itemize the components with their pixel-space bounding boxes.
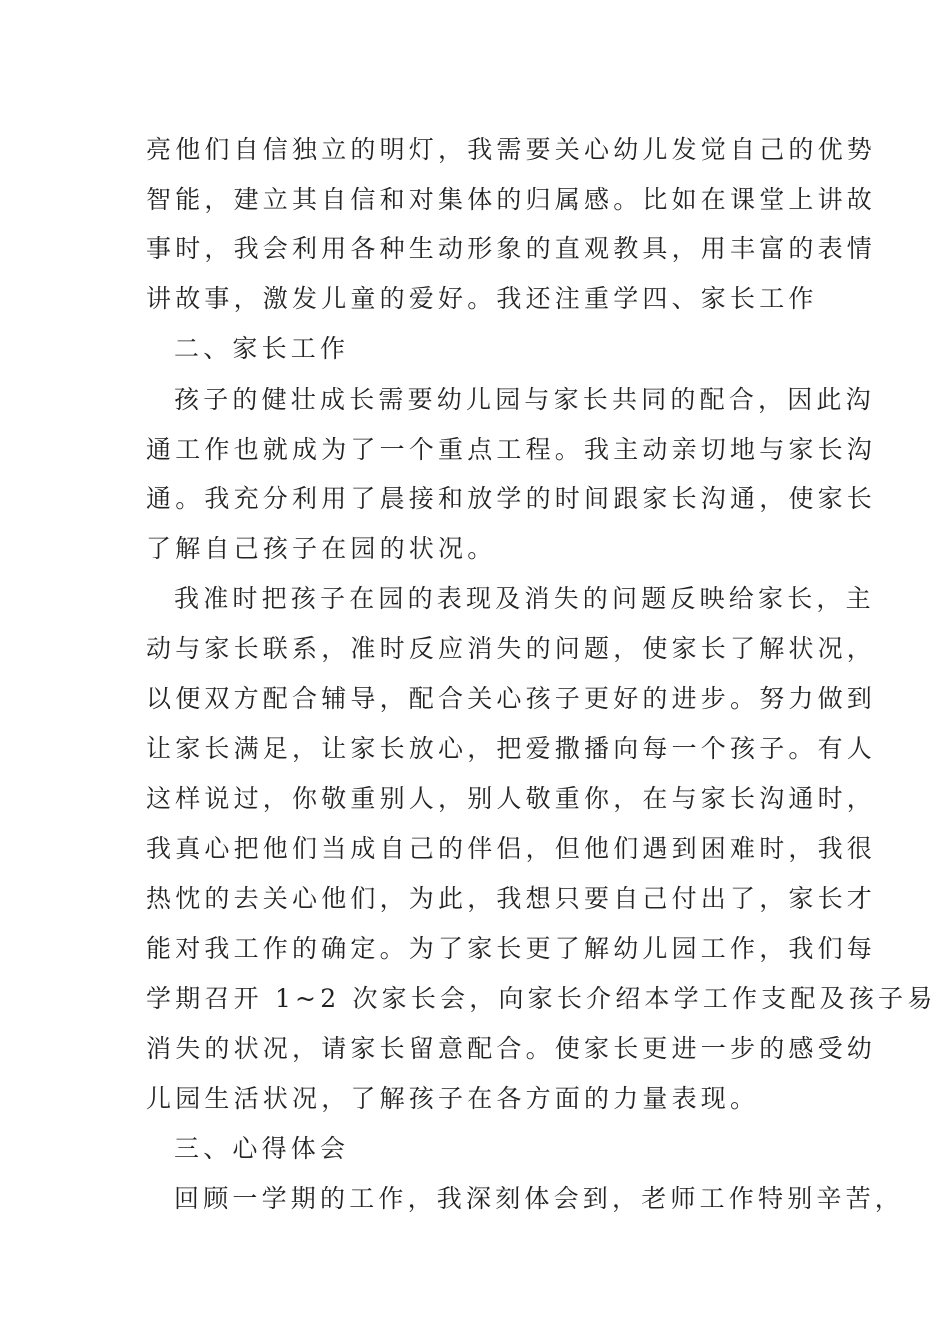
text-line: 动与家长联系，准时反应消失的问题，使家长了解状况，: [146, 634, 877, 663]
text-line: 以便双方配合辅导，配合关心孩子更好的进步。努力做到: [146, 684, 877, 713]
text-line: 讲故事，激发儿童的爱好。我还注重学四、家长工作: [146, 284, 818, 313]
text-line: 这样说过，你敬重别人，别人敬重你，在与家长沟通时，: [146, 784, 877, 813]
text-line: 消失的状况，请家长留意配合。使家长更进一步的感受幼: [146, 1034, 877, 1063]
text-line: 通工作也就成为了一个重点工程。我主动亲切地与家长沟: [146, 435, 877, 464]
text-line: 热忱的去关心他们，为此，我想只要自己付出了，家长才: [146, 884, 877, 913]
section-heading: 三、心得体会: [174, 1134, 350, 1163]
text-line: 了解自己孩子在园的状况。: [146, 534, 497, 563]
text-line: 我准时把孩子在园的表现及消失的问题反映给家长，主: [174, 584, 875, 613]
text-line: 孩子的健壮成长需要幼儿园与家长共同的配合，因此沟: [174, 385, 875, 414]
text-line: 我真心把他们当成自己的伴侣，但他们遇到困难时，我很: [146, 834, 877, 863]
text-line: 回顾一学期的工作，我深刻体会到，老师工作特别辛苦，: [174, 1184, 905, 1213]
text-line: 事时，我会利用各种生动形象的直观教具，用丰富的表情: [146, 234, 877, 263]
text-line: 通。我充分利用了晨接和放学的时间跟家长沟通，使家长: [146, 484, 877, 513]
text-line: 能对我工作的确定。为了家长更了解幼儿园工作，我们每: [146, 934, 877, 963]
text-line: 学期召开 1~2 次家长会，向家长介绍本学工作支配及孩子易: [146, 984, 937, 1013]
section-heading: 二、家长工作: [174, 334, 350, 363]
text-line: 亮他们自信独立的明灯，我需要关心幼儿发觉自己的优势: [146, 135, 877, 164]
text-line: 儿园生活状况，了解孩子在各方面的力量表现。: [146, 1084, 760, 1113]
text-line: 让家长满足，让家长放心，把爱撒播向每一个孩子。有人: [146, 734, 877, 763]
text-line: 智能，建立其自信和对集体的归属感。比如在课堂上讲故: [146, 185, 877, 214]
